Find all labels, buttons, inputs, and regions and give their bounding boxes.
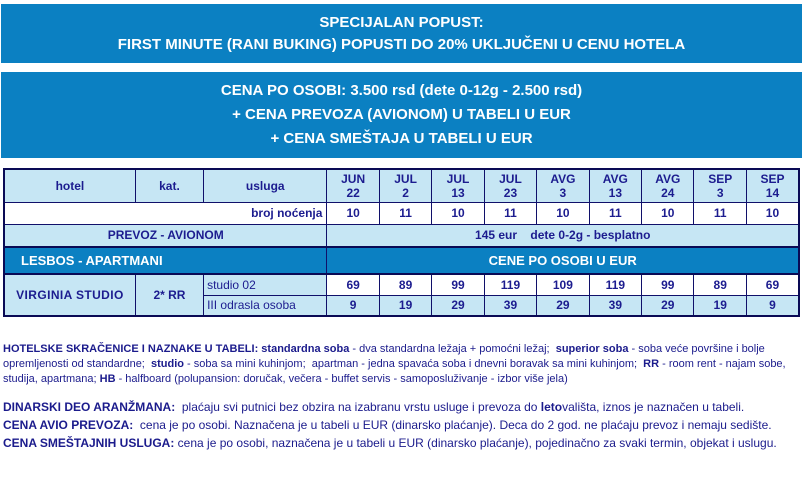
note-segment: studio <box>150 358 184 370</box>
nights-value: 10 <box>432 202 484 224</box>
service-name: III odrasla osoba <box>204 295 327 316</box>
date-header <box>484 169 536 202</box>
price-value: 119 <box>589 274 641 295</box>
note-segment: - room rent - najam sobe, studija, apartmana; <box>3 358 789 385</box>
date-header <box>379 169 431 202</box>
date-month: JUL <box>499 171 522 186</box>
date-day: 3 <box>559 185 567 200</box>
price-value: 89 <box>379 274 431 295</box>
note-segment: cena je po osobi. Naznačena je u tabeli u EUR (dinarsko plaćanje). Deca do 2 god. ne plaćaju prevoz i nemaju sedište. <box>133 418 772 432</box>
hotel-abbreviations-note <box>3 342 800 387</box>
date-month: JUL <box>446 171 470 186</box>
transport-value: 145 eur dete 0-2g - besplatno <box>327 224 799 247</box>
date-month: SEP <box>760 171 785 186</box>
note-segment: HB <box>99 373 116 385</box>
date-header <box>589 169 641 202</box>
price-per-person-line: CENA PO OSOBI: 3.500 rsd (dete 0-12g - 2.500 rsd) <box>220 82 583 99</box>
price-value: 9 <box>746 295 799 316</box>
note-segment: - soba sa mini kuhinjom; apartman - jedna spavaća soba i dnevni boravak sa mini kuhinjom; <box>183 358 644 370</box>
transport-label: PREVOZ - AVIONOM <box>4 224 327 247</box>
note-segment: RR <box>643 358 660 370</box>
transport-price-line: + CENA PREVOZA (AVIONOM) U TABELI U EUR <box>232 106 571 123</box>
note-segment: vališta, iznos je naznačen u tabeli. <box>562 400 745 414</box>
date-header <box>694 169 746 202</box>
date-day: 2 <box>402 185 409 200</box>
nights-value: 11 <box>589 202 641 224</box>
note-segment: superior soba <box>555 343 629 355</box>
dinar-part-note <box>3 398 800 416</box>
nights-value: 11 <box>379 202 431 224</box>
nights-row <box>4 202 799 224</box>
date-month: SEP <box>708 171 733 186</box>
note-segment: - soba veće površine i bolje opremljenosti od standardne; <box>3 343 768 370</box>
price-value: 99 <box>642 274 694 295</box>
note-segment: HOTELSKE SKRAČENICE I NAZNAKE U TABELI: standardna soba <box>3 343 350 355</box>
date-month: JUL <box>394 171 417 186</box>
pricing-table <box>3 168 800 317</box>
service-name: studio 02 <box>204 274 327 295</box>
price-value: 119 <box>484 274 536 295</box>
note-segment: DINARSKI DEO ARANŽMANA: <box>3 400 176 414</box>
accommodation-price-note <box>3 434 800 452</box>
nights-value: 11 <box>484 202 536 224</box>
date-month: AVG <box>655 171 681 186</box>
nights-value: 10 <box>746 202 799 224</box>
date-header <box>746 169 799 202</box>
header-row <box>4 169 799 202</box>
date-day: 23 <box>503 185 518 200</box>
note-segment: cena je po osobi, naznačena je u tabeli u EUR (dinarsko plaćanje), pojedinačno za svaki termin, objekat i uslugu. <box>174 436 777 450</box>
price-value: 109 <box>537 274 589 295</box>
price-value: 69 <box>327 274 379 295</box>
date-header <box>327 169 379 202</box>
note-segment: CENA SMEŠTAJNIH USLUGA: <box>3 436 175 450</box>
date-day: 13 <box>451 185 465 200</box>
date-header <box>642 169 694 202</box>
price-value: 99 <box>432 274 484 295</box>
price-per-person-banner <box>1 72 802 158</box>
date-day: 13 <box>608 185 622 200</box>
column-header-kat: kat. <box>135 169 203 202</box>
nights-label: broj noćenja <box>4 202 327 224</box>
section-title: LESBOS - APARTMANI <box>4 247 327 274</box>
transport-row <box>4 224 799 247</box>
date-day: 22 <box>346 185 360 200</box>
price-row-studio <box>4 274 799 295</box>
note-segment: plaćaju svi putnici bez obzira na izabranu vrstu usluge i prevoza do <box>175 400 541 414</box>
nights-value: 10 <box>327 202 379 224</box>
price-value: 19 <box>379 295 431 316</box>
section-band-row <box>4 247 799 274</box>
price-value: 39 <box>589 295 641 316</box>
price-value: 29 <box>642 295 694 316</box>
air-transport-price-note <box>3 416 800 434</box>
date-day: 14 <box>765 185 780 200</box>
date-header <box>432 169 484 202</box>
special-discount-title: SPECIJALAN POPUST: <box>319 13 484 31</box>
nights-value: 10 <box>642 202 694 224</box>
price-value: 89 <box>694 274 746 295</box>
nights-value: 11 <box>694 202 746 224</box>
hotel-category: 2* RR <box>135 274 203 316</box>
column-header-usluga: usluga <box>204 169 327 202</box>
hotel-name: VIRGINIA STUDIO <box>4 274 135 316</box>
price-value: 9 <box>327 295 379 316</box>
column-header-hotel: hotel <box>4 169 135 202</box>
date-day: 3 <box>716 185 724 200</box>
price-value: 19 <box>694 295 746 316</box>
first-minute-text: FIRST MINUTE (RANI BUKING) POPUSTI DO 20% UKLJUČENI U CENU HOTELA <box>117 35 686 53</box>
date-month: AVG <box>550 171 576 186</box>
special-discount-banner <box>1 4 802 63</box>
note-segment: - dva standardna ležaja + pomoćni ležaj; <box>349 343 556 355</box>
price-value: 39 <box>484 295 536 316</box>
accommodation-price-line: + CENA SMEŠTAJA U TABELI U EUR <box>270 130 533 147</box>
date-month: AVG <box>602 171 628 186</box>
nights-value: 10 <box>537 202 589 224</box>
price-value: 69 <box>746 274 799 295</box>
date-header <box>537 169 589 202</box>
note-segment: CENA AVIO PREVOZA: <box>3 418 134 432</box>
note-segment: - halfboard (polupansion: doručak, večera - buffet servis - samoposluživanje - izbor više jela) <box>115 373 568 385</box>
date-month: JUN <box>341 171 366 186</box>
date-day: 24 <box>661 185 675 200</box>
price-value: 29 <box>432 295 484 316</box>
section-prices-label: CENE PO OSOBI U EUR <box>327 247 799 274</box>
price-value: 29 <box>537 295 589 316</box>
note-segment: leto <box>540 400 563 414</box>
footnotes <box>3 342 800 452</box>
